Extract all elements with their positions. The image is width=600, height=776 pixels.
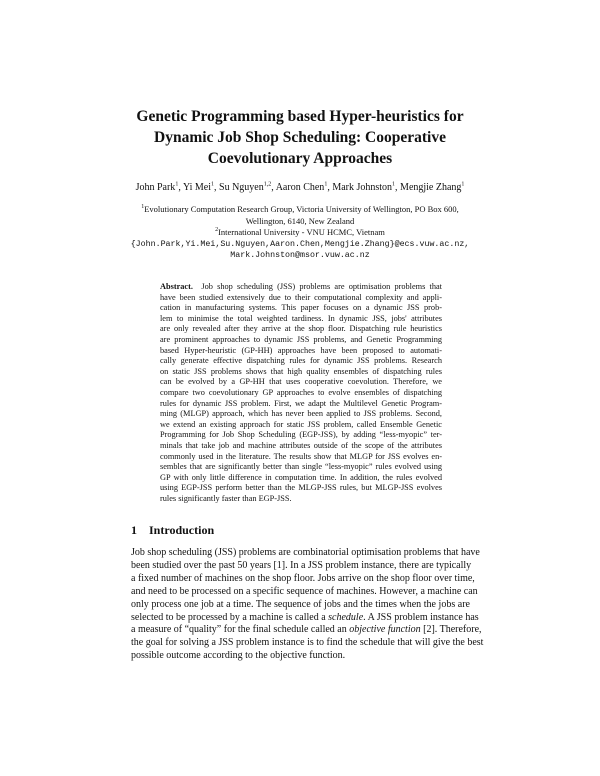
abstract-line: using EGP-JSS perform better than the MLGP-JSS rules, but MLGP-JSS evolves xyxy=(160,483,442,493)
author-name: John Park xyxy=(135,182,176,193)
abstract-line: based Hyper-heuristic (GP-HH) approaches have been proposed to automati- xyxy=(160,345,442,355)
author-affiliation-mark: 1 xyxy=(461,181,465,188)
term-schedule: schedule xyxy=(328,611,364,623)
body-line: selected to be processed by a machine is called a schedule. A JSS problem instance has xyxy=(131,611,479,623)
author-name: Mengjie Zhang xyxy=(400,182,462,193)
abstract-line: GP with only little difference in computation time. In addition, the rules evolved xyxy=(160,472,442,482)
author-list: John Park$^1$, Yi Mei$^1$, Su Nguyen$^{1,2}$, Aaron Chen$^1$, Mark Johnston$^1$, Mengjie Zhang$^1$ xyxy=(135,181,465,193)
author-name: Su Nguyen xyxy=(219,182,264,193)
author-affiliation-mark: 1 xyxy=(175,181,179,188)
affiliation-1-city: Wellington, 6140, New Zealand xyxy=(245,215,355,226)
section-heading-introduction xyxy=(131,523,214,538)
author-name: Aaron Chen xyxy=(275,182,325,193)
title-line: Genetic Programming based Hyper-heuristics for xyxy=(136,108,464,125)
affiliation-2: $^2$International University - VNU HCMC, Vietnam xyxy=(215,227,385,237)
abstract-line: on static JSS problems shows that high quality ensembles of dispatching rules xyxy=(160,366,442,376)
abstract-line: Abstract. Job shop scheduling (JSS) problems are optimisation problems that xyxy=(160,282,442,291)
body-line: and need to be processed on a specific sequence of machines. However, a machine can xyxy=(131,585,478,597)
author-name: Yi Mei xyxy=(182,182,212,193)
affiliations xyxy=(100,204,500,262)
term-objective-function: objective function xyxy=(349,624,421,636)
body-line: possible outcome according to the objective function. xyxy=(131,650,346,662)
abstract-line: rules significantly faster than EGP-JSS. xyxy=(160,493,292,503)
abstract-line: commonly used in the literature. The results show that MLGP for JSS evolves en- xyxy=(160,451,442,461)
abstract-line: compare two coevolutionary GP approaches to evolve ensembles of dispatching xyxy=(160,387,442,397)
body-line: Job shop scheduling (JSS) problems are combinatorial optimisation problems that have xyxy=(131,547,480,558)
body-line: only process one job at a time. The sequence of jobs and the times when the jobs are xyxy=(131,598,470,610)
author-email-secondary: Mark.Johnston@msor.vuw.ac.nz xyxy=(230,251,370,260)
author-affiliation-mark: 1 xyxy=(324,181,328,188)
author-affiliation-mark: 1 xyxy=(392,181,396,188)
abstract-label: Abstract. xyxy=(160,282,193,291)
abstract xyxy=(160,282,442,504)
section-title: Introduction xyxy=(149,523,215,537)
affiliation-1: $^1$Evolutionary Computation Research Group, Victoria University of Wellington, PO Box 600, xyxy=(141,204,459,214)
section-number: 1 xyxy=(131,523,137,537)
body-line: been studied over the past 50 years [1]. In a JSS problem instance, there are typically xyxy=(131,559,472,571)
paper-title xyxy=(100,106,500,169)
author-affiliation-mark: 1 xyxy=(211,181,215,188)
abstract-line: ming (MLGP) approach, which has never been applied to JSS problems. Second, xyxy=(160,409,442,419)
abstract-line: sembles that are significantly better than single “less-myopic” rules evolved using xyxy=(160,462,442,472)
abstract-line: can be evolved by a GP-HH that uses cooperative coevolution. Therefore, we xyxy=(160,377,442,387)
abstract-line: have been studied extensively due to their computational complexity and appli- xyxy=(160,292,442,302)
abstract-line: rules for dynamic JSS problem. First, we adapt the Multilevel Genetic Program- xyxy=(160,398,442,408)
title-line: Coevolutionary Approaches xyxy=(207,150,393,167)
abstract-line: cally generate effective dispatching rules for dynamic JSS problems. Research xyxy=(160,356,442,366)
title-line: Dynamic Job Shop Scheduling: Cooperative xyxy=(154,129,446,146)
abstract-line: are only revealed after they arrive at the shop floor. Dispatching rule heuristics xyxy=(160,324,442,334)
abstract-line: we extend an existing approach for static JSS problem, called Ensemble Genetic xyxy=(160,419,442,429)
body-line: a fixed number of machines on the shop floor. Jobs arrive on the shop floor over time, xyxy=(131,572,475,584)
author-emails: {John.Park,Yi.Mei,Su.Nguyen,Aaron.Chen,Mengjie.Zhang}@ecs.vuw.ac.nz, xyxy=(130,239,470,249)
abstract-line: minals that take job and machine attributes outside of the scope of the attributes xyxy=(160,440,442,450)
author-affiliation-mark: 1,2 xyxy=(263,181,272,188)
introduction-paragraph xyxy=(131,547,484,663)
abstract-line: are prominent approaches to dynamic JSS problems, and Genetic Programming xyxy=(160,334,442,344)
body-line: the goal for solving a JSS problem instance is to find the schedule that will give the best xyxy=(131,637,484,649)
abstract-line: Programming for Job Shop Scheduling (EGP-JSS), by adding “less-myopic” ter- xyxy=(160,430,442,440)
body-line: a measure of “quality” for the final schedule called an objective function [2]. Therefore, xyxy=(131,624,482,636)
abstract-line: lem to minimise the total weighted tardiness. In dynamic JSS, jobs' attributes xyxy=(160,313,442,323)
abstract-line: cation in manufacturing systems. This paper focuses on a dynamic JSS prob- xyxy=(160,303,442,313)
author-name: Mark Johnston xyxy=(332,182,393,193)
